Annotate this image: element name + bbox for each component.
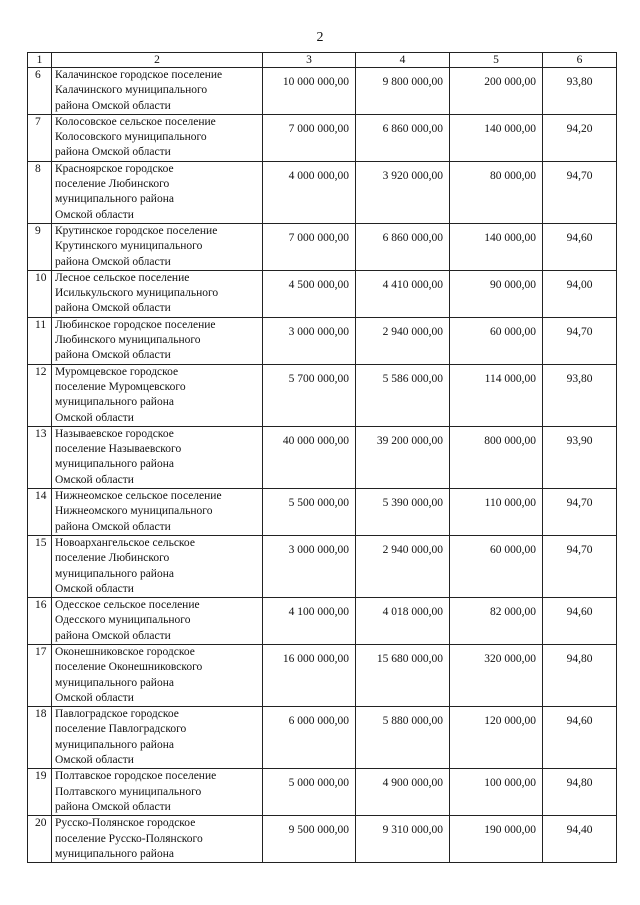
table-row	[28, 489, 617, 536]
data-table	[27, 52, 617, 863]
table-row	[28, 223, 617, 270]
row-number: 19	[28, 769, 52, 816]
row-number: 10	[28, 270, 52, 317]
settlement-name: Любинское городское поселение Любинского муниципального района Омской области	[52, 317, 263, 364]
amount-col4: 2 940 000,00	[356, 535, 450, 597]
amount-col5: 140 000,00	[450, 223, 543, 270]
amount-col3: 5 000 000,00	[263, 769, 356, 816]
amount-col5: 90 000,00	[450, 270, 543, 317]
amount-col3: 3 000 000,00	[263, 535, 356, 597]
row-number: 14	[28, 489, 52, 536]
amount-col4: 5 880 000,00	[356, 707, 450, 769]
row-number: 13	[28, 426, 52, 488]
settlement-name: Красноярское городское поселение Любинского муниципального района Омской области	[52, 161, 263, 223]
table-row	[28, 816, 617, 863]
amount-col4: 9 310 000,00	[356, 816, 450, 863]
percent-col6: 94,70	[543, 489, 617, 536]
settlement-name: Называевское городское поселение Называевского муниципального района Омской области	[52, 426, 263, 488]
settlement-name: Калачинское городское поселение Калачинского муниципального района Омской области	[52, 68, 263, 115]
percent-col6: 94,80	[543, 644, 617, 706]
settlement-name: Крутинское городское поселение Крутинского муниципального района Омской области	[52, 223, 263, 270]
amount-col5: 82 000,00	[450, 598, 543, 645]
amount-col5: 100 000,00	[450, 769, 543, 816]
table-row	[28, 114, 617, 161]
amount-col3: 5 700 000,00	[263, 364, 356, 426]
row-number: 16	[28, 598, 52, 645]
percent-col6: 94,60	[543, 223, 617, 270]
amount-col4: 9 800 000,00	[356, 68, 450, 115]
amount-col5: 80 000,00	[450, 161, 543, 223]
column-header: 4	[356, 53, 450, 68]
percent-col6: 94,60	[543, 707, 617, 769]
table-row	[28, 426, 617, 488]
settlement-name: Одесское сельское поселение Одесского муниципального района Омской области	[52, 598, 263, 645]
amount-col4: 5 586 000,00	[356, 364, 450, 426]
amount-col5: 120 000,00	[450, 707, 543, 769]
row-number: 12	[28, 364, 52, 426]
row-number: 9	[28, 223, 52, 270]
row-number: 20	[28, 816, 52, 863]
amount-col3: 6 000 000,00	[263, 707, 356, 769]
settlement-name: Нижнеомское сельское поселение Нижнеомского муниципального района Омской области	[52, 489, 263, 536]
settlement-name: Новоархангельское сельское поселение Любинского муниципального района Омской области	[52, 535, 263, 597]
percent-col6: 94,00	[543, 270, 617, 317]
amount-col5: 190 000,00	[450, 816, 543, 863]
row-number: 17	[28, 644, 52, 706]
amount-col5: 320 000,00	[450, 644, 543, 706]
settlement-name: Муромцевское городское поселение Муромцевского муниципального района Омской области	[52, 364, 263, 426]
amount-col3: 4 500 000,00	[263, 270, 356, 317]
page-number: 2	[316, 30, 324, 45]
amount-col4: 39 200 000,00	[356, 426, 450, 488]
amount-col3: 4 100 000,00	[263, 598, 356, 645]
settlement-name: Павлоградское городское поселение Павлоградского муниципального района Омской области	[52, 707, 263, 769]
amount-col5: 60 000,00	[450, 535, 543, 597]
row-number: 8	[28, 161, 52, 223]
settlement-name: Лесное сельское поселение Исилькульского муниципального района Омской области	[52, 270, 263, 317]
table-row	[28, 364, 617, 426]
table-row	[28, 707, 617, 769]
amount-col4: 2 940 000,00	[356, 317, 450, 364]
amount-col5: 140 000,00	[450, 114, 543, 161]
row-number: 6	[28, 68, 52, 115]
percent-col6: 93,80	[543, 364, 617, 426]
table-row	[28, 161, 617, 223]
amount-col5: 110 000,00	[450, 489, 543, 536]
percent-col6: 94,40	[543, 816, 617, 863]
percent-col6: 94,70	[543, 535, 617, 597]
settlement-name: Русско-Полянское городское поселение Русско-Полянского муниципального района	[52, 816, 263, 863]
amount-col3: 10 000 000,00	[263, 68, 356, 115]
amount-col3: 7 000 000,00	[263, 223, 356, 270]
amount-col5: 800 000,00	[450, 426, 543, 488]
table-row	[28, 317, 617, 364]
percent-col6: 94,70	[543, 161, 617, 223]
percent-col6: 94,80	[543, 769, 617, 816]
amount-col4: 6 860 000,00	[356, 223, 450, 270]
amount-col4: 4 410 000,00	[356, 270, 450, 317]
percent-col6: 94,20	[543, 114, 617, 161]
amount-col3: 40 000 000,00	[263, 426, 356, 488]
table-row	[28, 68, 617, 115]
row-number: 18	[28, 707, 52, 769]
table-row	[28, 769, 617, 816]
column-header: 3	[263, 53, 356, 68]
amount-col3: 3 000 000,00	[263, 317, 356, 364]
row-number: 7	[28, 114, 52, 161]
percent-col6: 93,90	[543, 426, 617, 488]
amount-col3: 4 000 000,00	[263, 161, 356, 223]
amount-col4: 15 680 000,00	[356, 644, 450, 706]
settlement-name: Колосовское сельское поселение Колосовского муниципального района Омской области	[52, 114, 263, 161]
row-number: 15	[28, 535, 52, 597]
amount-col3: 9 500 000,00	[263, 816, 356, 863]
column-header: 6	[543, 53, 617, 68]
column-header: 5	[450, 53, 543, 68]
percent-col6: 94,70	[543, 317, 617, 364]
amount-col5: 60 000,00	[450, 317, 543, 364]
amount-col4: 5 390 000,00	[356, 489, 450, 536]
column-header: 2	[52, 53, 263, 68]
table-row	[28, 535, 617, 597]
column-header: 1	[28, 53, 52, 68]
percent-col6: 94,60	[543, 598, 617, 645]
amount-col3: 7 000 000,00	[263, 114, 356, 161]
percent-col6: 93,80	[543, 68, 617, 115]
table-row	[28, 644, 617, 706]
settlement-name: Оконешниковское городское поселение Оконешниковского муниципального района Омской области	[52, 644, 263, 706]
amount-col4: 4 018 000,00	[356, 598, 450, 645]
column-number-row	[28, 53, 617, 68]
amount-col3: 5 500 000,00	[263, 489, 356, 536]
row-number: 11	[28, 317, 52, 364]
amount-col3: 16 000 000,00	[263, 644, 356, 706]
amount-col4: 3 920 000,00	[356, 161, 450, 223]
amount-col5: 200 000,00	[450, 68, 543, 115]
amount-col5: 114 000,00	[450, 364, 543, 426]
settlement-name: Полтавское городское поселение Полтавского муниципального района Омской области	[52, 769, 263, 816]
amount-col4: 4 900 000,00	[356, 769, 450, 816]
table-row	[28, 598, 617, 645]
amount-col4: 6 860 000,00	[356, 114, 450, 161]
table-row	[28, 270, 617, 317]
